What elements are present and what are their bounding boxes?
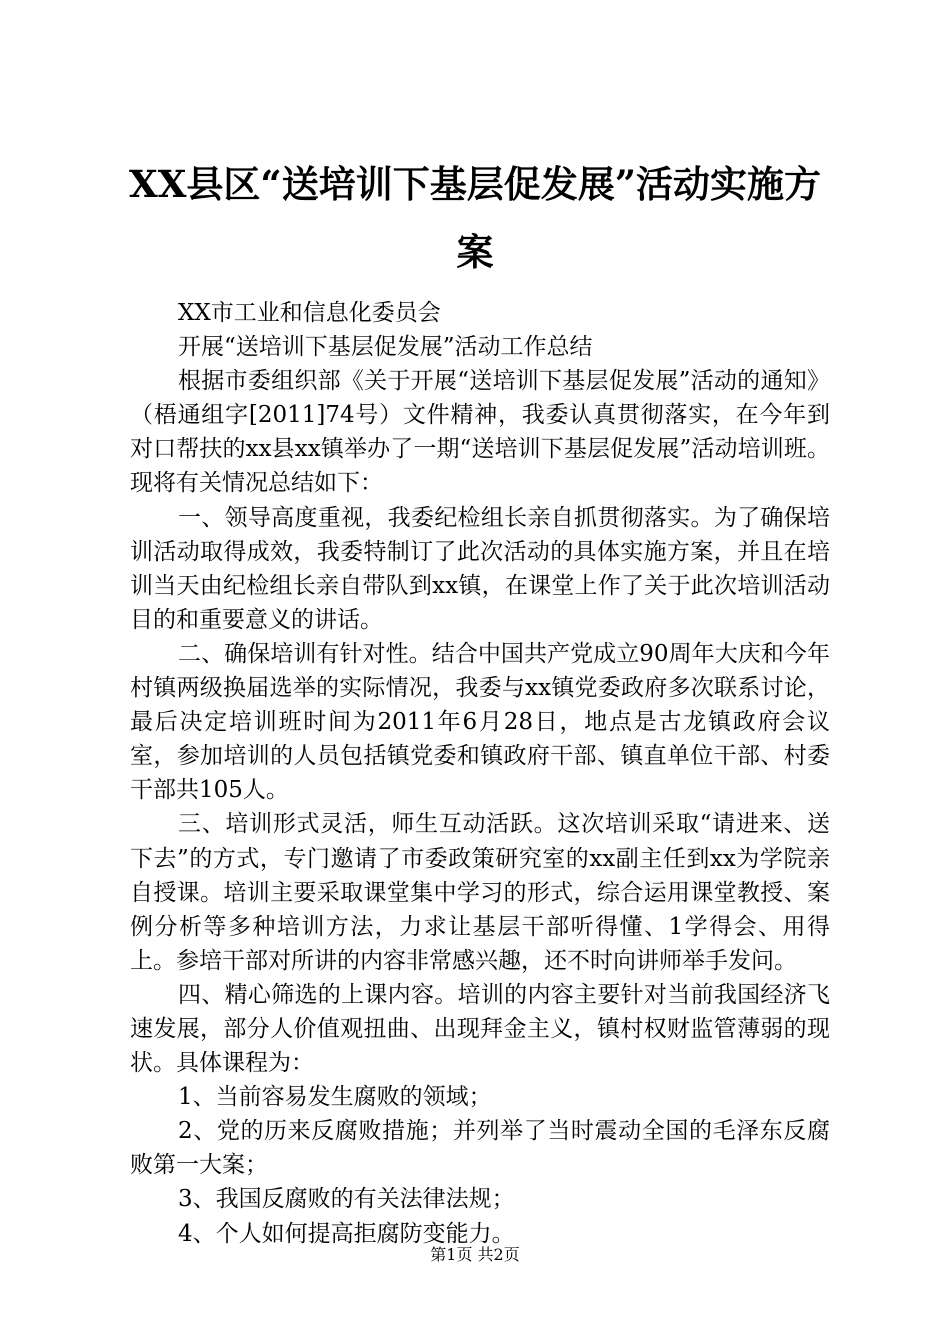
list-item-course-1: 1、当前容易发生腐败的领域；: [178, 1084, 492, 1111]
paragraph-subtitle: 开展“送培训下基层促发展”活动工作总结: [178, 334, 593, 361]
document-title: XX县区“送培训下基层促发展”活动实施方案: [129, 162, 821, 274]
paragraph-section-4: 四、精心筛选的上课内容。培训的内容主要针对当前我国经济飞速发展，部分人价值观扭曲、出现拜金主义，镇村权财监管薄弱的现状。具体课程为：: [130, 981, 830, 1077]
document-body: [130, 296, 830, 1251]
list-item-course-4: 4、个人如何提高拒腐防变能力。: [178, 1220, 515, 1247]
paragraph-section-1: 一、领导高度重视，我委纪检组长亲自抓贯彻落实。为了确保培训活动取得成效，我委特制订了此次活动的具体实施方案，并且在培训当天由纪检组长亲自带队到xx镇，在课堂上作了关于此次培训活动目的和重要意义的讲话。: [130, 504, 830, 633]
list-item-course-3: 3、我国反腐败的有关法律法规；: [178, 1186, 515, 1213]
paragraph-issuer: XX市工业和信息化委员会: [178, 300, 441, 326]
paragraph-section-3: 三、培训形式灵活，师生互动活跃。这次培训采取“请进来、送下去”的方式，专门邀请了市委政策研究室的xx副主任到xx为学院亲自授课。培训主要采取课堂集中学习的形式，综合运用课堂教授、案例分析等多种培训方法，力求让基层干部听得懂、1学得会、用得上。参培干部对所讲的内容非常感兴趣，还不时向讲师举手发问。: [130, 811, 830, 974]
paragraph-section-2: 二、确保培训有针对性。结合中国共产党成立90周年大庆和今年村镇两级换届选举的实际情况，我委与xx镇党委政府多次联系讨论，最后决定培训班时间为2011年6月28日，地点是古龙镇政府会议室，参加培训的人员包括镇党委和镇政府干部、镇直单位干部、村委干部共105人。: [130, 640, 830, 804]
page-footer: 第1页 共2页: [430, 1245, 520, 1264]
paragraph-intro: 根据市委组织部《关于开展“送培训下基层促发展”活动的通知》（梧通组字[2011]74号）文件精神，我委认真贯彻落实，在今年到对口帮扶的xx县xx镇举办了一期“送培训下基层促发展”活动培训班。现将有关情况总结如下：: [130, 368, 830, 497]
list-item-course-2: 2、党的历来反腐败措施；并列举了当时震动全国的毛泽东反腐败第一大案；: [130, 1118, 830, 1179]
